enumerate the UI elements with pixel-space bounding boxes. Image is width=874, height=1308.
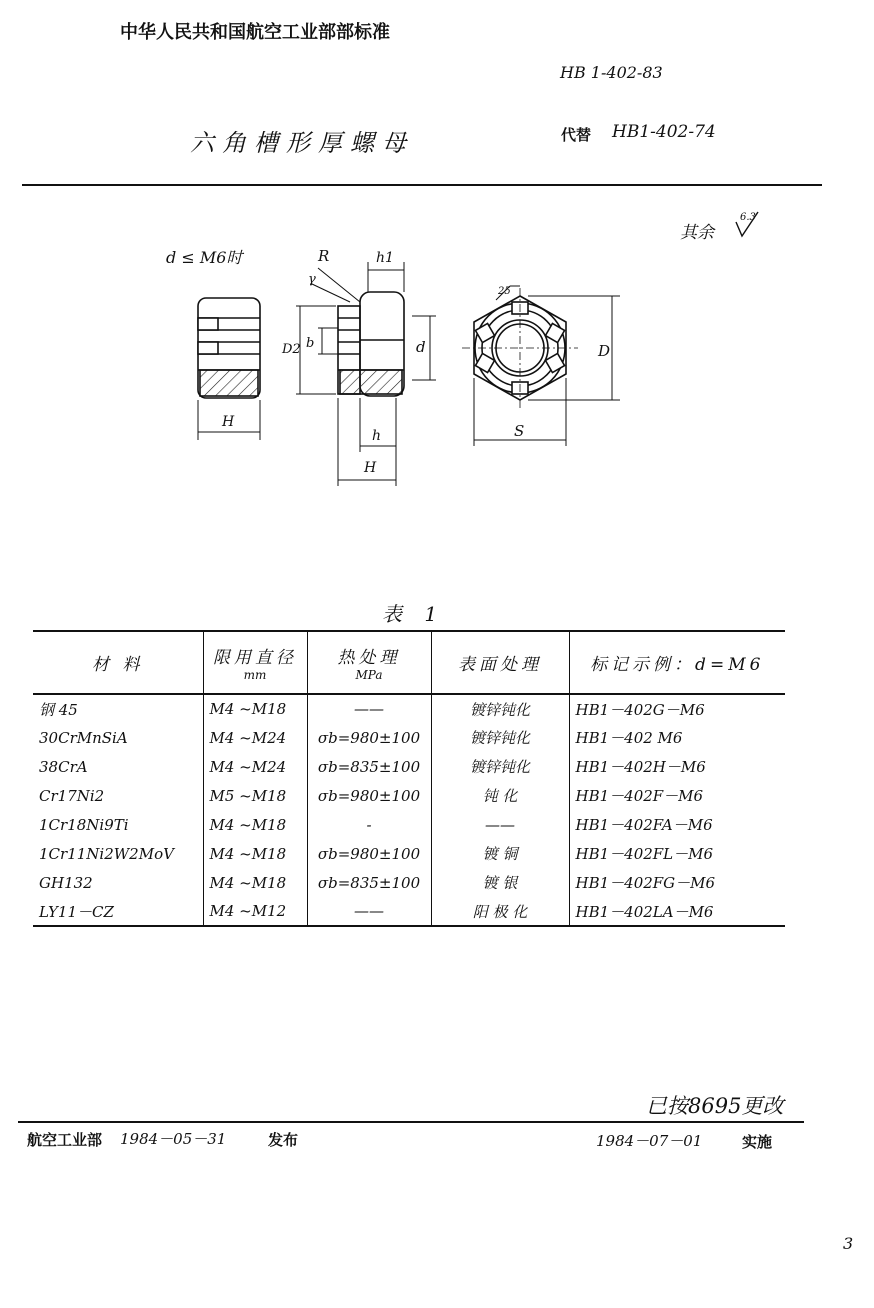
cell-heat: σb=835±100 <box>307 752 431 781</box>
cell-surface: 镀锌钝化 <box>431 723 569 752</box>
cell-marking: HB1－402FL－M6 <box>569 839 785 868</box>
cell-surface: 镀 银 <box>431 868 569 897</box>
header-diameter: 限用直径 mm <box>203 631 307 694</box>
cell-material: 1Cr11Ni2W2MoV <box>33 839 203 868</box>
size-condition: d ≤ M6时 <box>166 248 243 267</box>
cell-diameter: M4 ~M24 <box>203 752 307 781</box>
cell-surface: 阳 极 化 <box>431 897 569 926</box>
table-row <box>33 839 785 868</box>
cell-material: 30CrMnSiA <box>33 723 203 752</box>
roughness-value: 6.3 <box>740 212 756 223</box>
cell-heat: —— <box>307 694 431 723</box>
label-S: S <box>514 422 525 440</box>
nut-top-view <box>462 286 620 446</box>
standard-number: HB 1-402-83 <box>560 63 663 82</box>
label-b: b <box>306 336 315 351</box>
label-D: D <box>598 342 611 360</box>
cell-material: 1Cr18Ni9Ti <box>33 810 203 839</box>
label-D2: D2 <box>282 342 301 357</box>
cell-heat: σb=980±100 <box>307 839 431 868</box>
cell-heat: —— <box>307 897 431 926</box>
cell-material: Cr17Ni2 <box>33 781 203 810</box>
cell-diameter: M5 ~M18 <box>203 781 307 810</box>
header-surface-treatment: 表面处理 <box>431 631 569 694</box>
page-number: 3 <box>843 1234 854 1253</box>
label-H-right: H <box>364 460 377 476</box>
cell-material: 钢 45 <box>33 694 203 723</box>
issue-date: 1984－05－31 <box>120 1130 227 1148</box>
cell-heat: σb=980±100 <box>307 723 431 752</box>
cell-surface: 镀锌钝化 <box>431 752 569 781</box>
cell-diameter: M4 ~M12 <box>203 897 307 926</box>
roughness-note: 其余 <box>680 223 714 243</box>
header-material: 材 料 <box>33 631 203 694</box>
document-title: 六角槽形厚螺母 <box>190 129 414 157</box>
cell-marking: HB1－402FG－M6 <box>569 868 785 897</box>
cell-heat: - <box>307 810 431 839</box>
cell-diameter: M4 ~M18 <box>203 868 307 897</box>
label-gamma: γ <box>308 272 316 287</box>
issue-label: 发布 <box>268 1131 299 1149</box>
label-R: R <box>318 247 330 265</box>
label-d: d <box>416 338 426 356</box>
header-heat-treatment: 热处理 MPa <box>307 631 431 694</box>
cell-material: 38CrA <box>33 752 203 781</box>
cell-surface: 钝 化 <box>431 781 569 810</box>
effective-date: 1984－07－01 <box>596 1132 703 1150</box>
cell-marking: HB1－402FA－M6 <box>569 810 785 839</box>
cell-marking: HB1－402G－M6 <box>569 694 785 723</box>
table-row <box>33 868 785 897</box>
table-row <box>33 694 785 723</box>
org-standard-title: 中华人民共和国航空工业部部标准 <box>120 22 390 43</box>
table-row <box>33 723 785 752</box>
table-row <box>33 781 785 810</box>
nut-small-hatch <box>200 370 258 396</box>
cell-material: GH132 <box>33 868 203 897</box>
cell-diameter: M4 ~M18 <box>203 839 307 868</box>
cell-heat: σb=980±100 <box>307 781 431 810</box>
cell-surface: —— <box>431 810 569 839</box>
replaces-number: HB1-402-74 <box>612 122 716 142</box>
cell-diameter: M4 ~M18 <box>203 694 307 723</box>
effective-label: 实施 <box>742 1133 773 1151</box>
cell-marking: HB1－402 M6 <box>569 723 785 752</box>
replaces-label: 代替 <box>561 126 592 144</box>
material-spec-table <box>33 630 785 927</box>
cell-surface: 镀 铜 <box>431 839 569 868</box>
label-h1: h1 <box>376 250 394 266</box>
table-row <box>33 752 785 781</box>
cell-marking: HB1－402H－M6 <box>569 752 785 781</box>
cell-surface: 镀锌钝化 <box>431 694 569 723</box>
footer-rule <box>18 1121 804 1123</box>
table-header-row <box>33 631 785 694</box>
cell-marking: HB1－402LA－M6 <box>569 897 785 926</box>
cell-diameter: M4 ~M18 <box>203 810 307 839</box>
label-H-left: H <box>222 414 235 430</box>
table-caption: 表 1 <box>382 602 446 626</box>
table-row <box>33 810 785 839</box>
cell-diameter: M4 ~M24 <box>203 723 307 752</box>
label-chamfer: 25 <box>498 286 511 297</box>
table-row <box>33 897 785 926</box>
nut-side-section-view <box>296 262 436 486</box>
label-h: h <box>372 428 382 444</box>
handwritten-revision-note: 已按8695更改 <box>646 1094 784 1118</box>
issuer: 航空工业部 <box>27 1131 103 1149</box>
nut-side-hatch <box>340 370 402 394</box>
cell-heat: σb=835±100 <box>307 868 431 897</box>
cell-material: LY11－CZ <box>33 897 203 926</box>
header-marking-example: 标记示例：d=M6 <box>569 631 785 694</box>
cell-marking: HB1－402F－M6 <box>569 781 785 810</box>
